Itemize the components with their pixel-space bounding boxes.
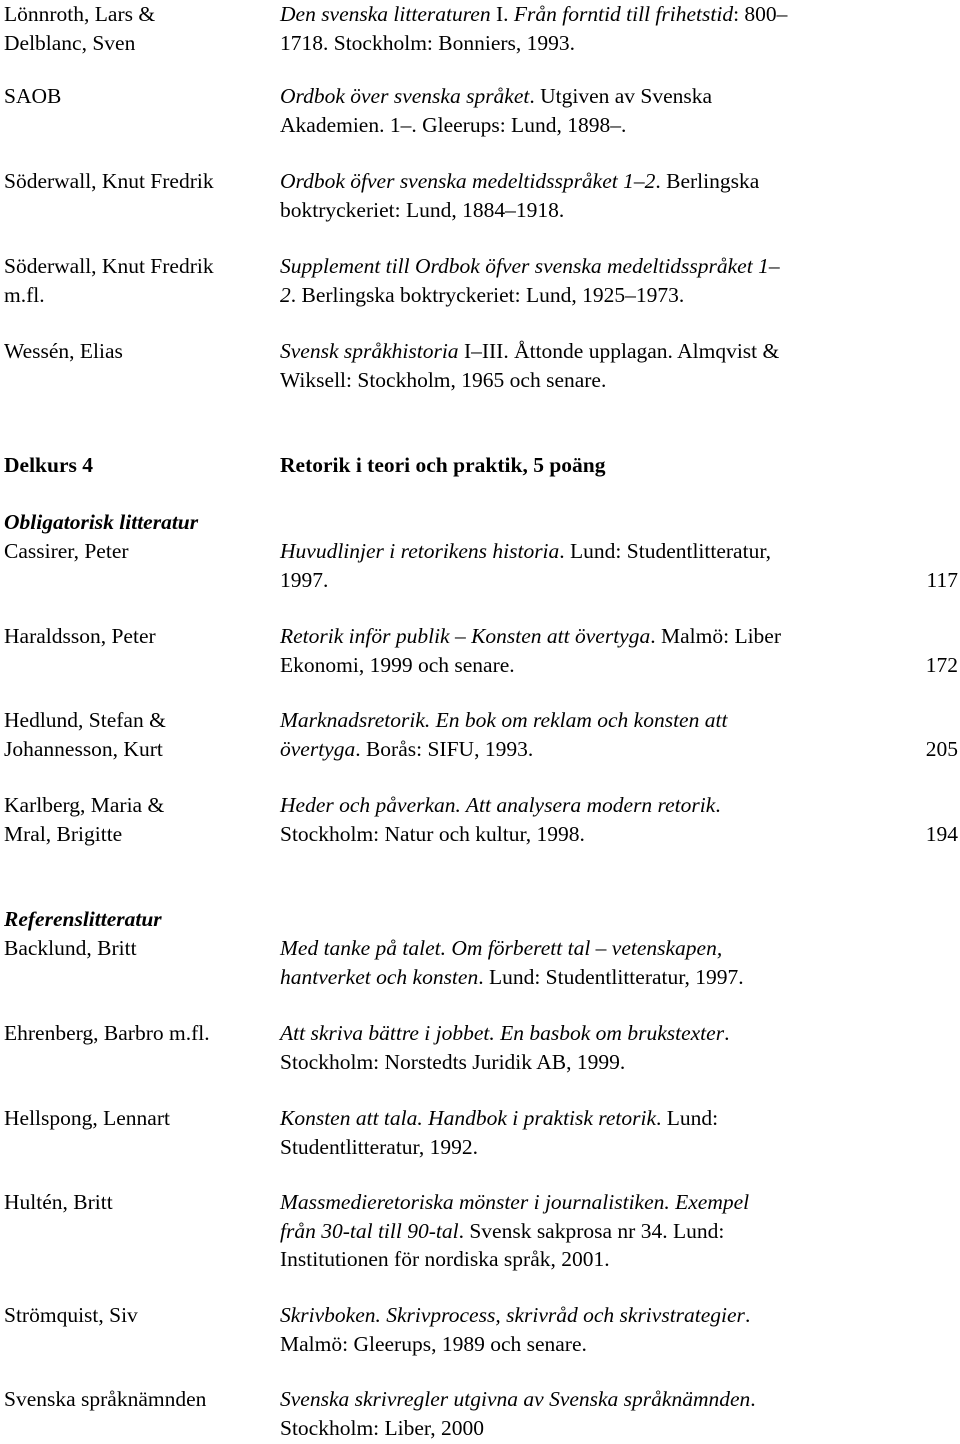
- entry-reference: Konsten att tala. Handbok i praktisk retorik. Lund: Studentlitteratur, 1992.: [280, 1106, 719, 1159]
- entry-reference: Ordbok över svenska språket. Utgiven av Svenska Akademien. 1–. Gleerups: Lund, 1898–.: [280, 84, 713, 137]
- entry-author: Hedlund, Stefan & Johannesson, Kurt: [4, 708, 166, 761]
- entry-reference: Marknadsretorik. En bok om reklam och konsten att övertyga. Borås: SIFU, 1993.: [280, 708, 728, 761]
- course-part-title: Retorik i teori och praktik, 5 poäng: [280, 453, 606, 477]
- entry-author: Cassirer, Peter: [4, 539, 129, 563]
- entry-reference: Svenska skrivregler utgivna av Svenska språknämnden. Stockholm: Liber, 2000: [280, 1387, 756, 1440]
- entry-reference: Huvudlinjer i retorikens historia. Lund: Studentlitteratur, 1997.: [280, 539, 771, 592]
- course-part-label: Delkurs 4: [4, 453, 93, 477]
- entry-author: Strömquist, Siv: [4, 1303, 138, 1327]
- entry-author: SAOB: [4, 84, 62, 108]
- entry-author: Haraldsson, Peter: [4, 624, 156, 648]
- entry-author: Hultén, Britt: [4, 1190, 113, 1214]
- entry-reference: Med tanke på talet. Om förberett tal – vetenskapen, hantverket och konsten. Lund: Studentlitteratur, 1997.: [280, 936, 744, 989]
- entry-reference: Den svenska litteraturen I. Från forntid till frihetstid: 800– 1718. Stockholm: Bonniers, 1993.: [280, 2, 788, 55]
- entry-reference: Massmedieretoriska mönster i journalistiken. Exempel från 30-tal till 90-tal. Svensk sakprosa nr 34. Lund: Institutionen för nordiska språk, 2001.: [280, 1190, 750, 1271]
- entry-reference: Supplement till Ordbok öfver svenska medeltidsspråket 1– 2. Berlingska boktryckeriet: Lund, 1925–1973.: [280, 254, 780, 307]
- entry-author: Karlberg, Maria & Mral, Brigitte: [4, 793, 165, 846]
- entry-author: Backlund, Britt: [4, 936, 137, 960]
- entry-reference: Svensk språkhistoria I–III. Åttonde upplagan. Almqvist & Wiksell: Stockholm, 1965 och senare.: [280, 339, 780, 392]
- entry-author: Hellspong, Lennart: [4, 1106, 170, 1130]
- entry-reference: Skrivboken. Skrivprocess, skrivråd och skrivstrategier. Malmö: Gleerups, 1989 och senare.: [280, 1303, 751, 1356]
- entry-reference: Ordbok öfver svenska medeltidsspråket 1–2. Berlingska boktryckeriet: Lund, 1884–1918.: [280, 169, 760, 222]
- page-count: 117: [926, 567, 958, 592]
- entry-author: Svenska språknämnden: [4, 1387, 207, 1411]
- reference-literature-heading: Referenslitteratur: [4, 907, 162, 931]
- page-count: 205: [925, 736, 958, 761]
- entry-author: Wessén, Elias: [4, 339, 123, 363]
- entry-author: Lönnroth, Lars & Delblanc, Sven: [4, 2, 156, 55]
- page-count: 194: [925, 821, 958, 846]
- entry-author: Ehrenberg, Barbro m.fl.: [4, 1021, 210, 1045]
- entry-reference: Att skriva bättre i jobbet. En basbok om brukstexter. Stockholm: Norstedts Juridik AB, 1999.: [280, 1021, 730, 1074]
- obligatory-literature-heading: Obligatorisk litteratur: [4, 510, 199, 534]
- entry-author: Söderwall, Knut Fredrik m.fl.: [4, 254, 214, 307]
- entry-reference: Heder och påverkan. Att analysera modern retorik. Stockholm: Natur och kultur, 1998.: [280, 793, 721, 846]
- entry-author: Söderwall, Knut Fredrik: [4, 169, 214, 193]
- page-count: 172: [925, 652, 958, 677]
- entry-reference: Retorik inför publik – Konsten att övertyga. Malmö: Liber Ekonomi, 1999 och senare.: [280, 624, 781, 677]
